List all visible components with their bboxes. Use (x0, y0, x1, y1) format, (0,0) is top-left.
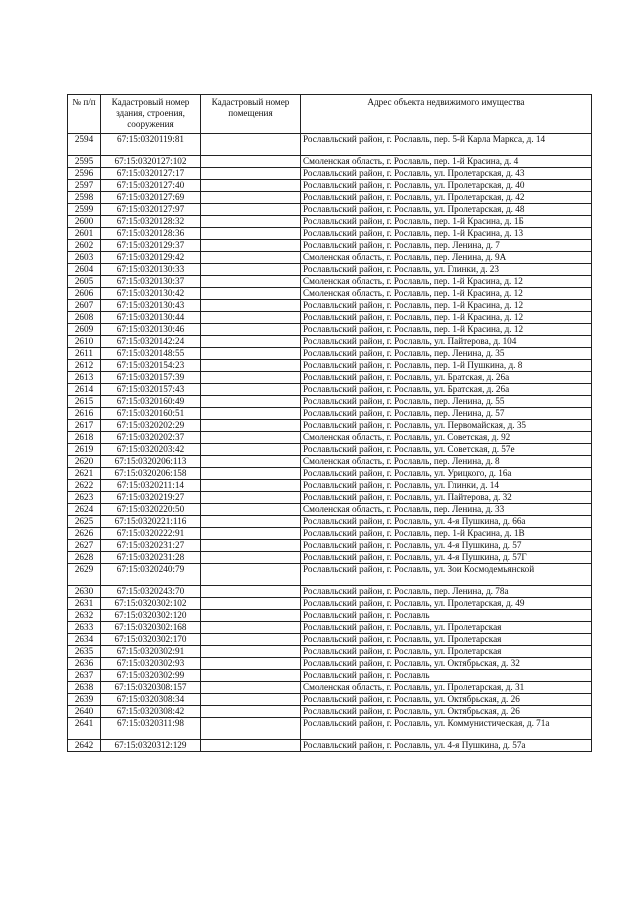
property-address: Рославльский район, г. Рославль, пер. 1-й Красина, д. 12 (301, 312, 592, 324)
building-cadastral-number: 67:15:0320157:43 (101, 384, 201, 396)
premises-cadastral-number (201, 740, 301, 752)
table-row (68, 658, 592, 670)
building-cadastral-number: 67:15:0320203:42 (101, 444, 201, 456)
table-row (68, 134, 592, 156)
property-address: Смоленская область, г. Рославль, пер. Ленина, д. 8 (301, 456, 592, 468)
property-address: Рославльский район, г. Рославль, ул. Глинки, д. 14 (301, 480, 592, 492)
row-number: 2615 (68, 396, 101, 408)
building-cadastral-number: 67:15:0320127:40 (101, 180, 201, 192)
premises-cadastral-number (201, 598, 301, 610)
premises-cadastral-number (201, 622, 301, 634)
table-row (68, 694, 592, 706)
table-row (68, 336, 592, 348)
table-row (68, 586, 592, 598)
row-number: 2605 (68, 276, 101, 288)
table-row (68, 252, 592, 264)
premises-cadastral-number (201, 216, 301, 228)
row-number: 2611 (68, 348, 101, 360)
premises-cadastral-number (201, 300, 301, 312)
building-cadastral-number: 67:15:0320127:97 (101, 204, 201, 216)
row-number: 2642 (68, 740, 101, 752)
premises-cadastral-number (201, 682, 301, 694)
premises-cadastral-number (201, 240, 301, 252)
table-row (68, 552, 592, 564)
property-address: Рославльский район, г. Рославль, пер. Ленина, д. 35 (301, 348, 592, 360)
row-number: 2598 (68, 192, 101, 204)
property-address: Рославльский район, г. Рославль, ул. Пролетарская, д. 48 (301, 204, 592, 216)
table-row (68, 682, 592, 694)
row-number: 2639 (68, 694, 101, 706)
building-cadastral-number: 67:15:0320221:116 (101, 516, 201, 528)
building-cadastral-number: 67:15:0320148:55 (101, 348, 201, 360)
building-cadastral-number: 67:15:0320160:51 (101, 408, 201, 420)
property-address: Рославльский район, г. Рославль, пер. 5-й Карла Маркса, д. 14 (301, 134, 592, 156)
premises-cadastral-number (201, 408, 301, 420)
building-cadastral-number: 67:15:0320129:37 (101, 240, 201, 252)
property-address: Рославльский район, г. Рославль, ул. Зои Космодемьянской (301, 564, 592, 586)
header-building-cadastral: Кадастровый номер здания, строения, сооружения (101, 95, 201, 134)
building-cadastral-number: 67:15:0320127:102 (101, 156, 201, 168)
row-number: 2606 (68, 288, 101, 300)
header-number: № п/п (68, 95, 101, 134)
row-number: 2609 (68, 324, 101, 336)
row-number: 2623 (68, 492, 101, 504)
property-address: Рославльский район, г. Рославль (301, 670, 592, 682)
premises-cadastral-number (201, 168, 301, 180)
premises-cadastral-number (201, 134, 301, 156)
premises-cadastral-number (201, 384, 301, 396)
table-row (68, 276, 592, 288)
premises-cadastral-number (201, 718, 301, 740)
table-row (68, 646, 592, 658)
premises-cadastral-number (201, 336, 301, 348)
property-address: Рославльский район, г. Рославль, пер. Ленина, д. 78а (301, 586, 592, 598)
table-row (68, 670, 592, 682)
table-row (68, 718, 592, 740)
table-header-row (68, 95, 592, 134)
property-address: Рославльский район, г. Рославль, ул. Пайтерова, д. 104 (301, 336, 592, 348)
table-row (68, 504, 592, 516)
row-number: 2624 (68, 504, 101, 516)
premises-cadastral-number (201, 658, 301, 670)
row-number: 2619 (68, 444, 101, 456)
property-address: Смоленская область, г. Рославль, пер. 1-й Красина, д. 12 (301, 276, 592, 288)
table-row (68, 420, 592, 432)
building-cadastral-number: 67:15:0320220:50 (101, 504, 201, 516)
row-number: 2608 (68, 312, 101, 324)
property-address: Рославльский район, г. Рославль, пер. 1-й Пушкина, д. 8 (301, 360, 592, 372)
table-row (68, 492, 592, 504)
table-row (68, 540, 592, 552)
property-address: Смоленская область, г. Рославль, пер. Ленина, д. 9А (301, 252, 592, 264)
premises-cadastral-number (201, 540, 301, 552)
table-row (68, 156, 592, 168)
table-row (68, 432, 592, 444)
row-number: 2610 (68, 336, 101, 348)
row-number: 2622 (68, 480, 101, 492)
property-address: Рославльский район, г. Рославль, ул. Пролетарская (301, 646, 592, 658)
property-address: Рославльский район, г. Рославль, пер. 1-й Красина, д. 1В (301, 528, 592, 540)
property-address: Рославльский район, г. Рославль, ул. Октябрьская, д. 32 (301, 658, 592, 670)
row-number: 2626 (68, 528, 101, 540)
building-cadastral-number: 67:15:0320219:27 (101, 492, 201, 504)
row-number: 2641 (68, 718, 101, 740)
row-number: 2607 (68, 300, 101, 312)
property-address: Рославльский район, г. Рославль, пер. Ленина, д. 55 (301, 396, 592, 408)
building-cadastral-number: 67:15:0320308:42 (101, 706, 201, 718)
table-row (68, 384, 592, 396)
building-cadastral-number: 67:15:0320243:70 (101, 586, 201, 598)
property-address: Рославльский район, г. Рославль, ул. Пайтерова, д. 32 (301, 492, 592, 504)
row-number: 2630 (68, 586, 101, 598)
premises-cadastral-number (201, 228, 301, 240)
building-cadastral-number: 67:15:0320302:91 (101, 646, 201, 658)
row-number: 2617 (68, 420, 101, 432)
property-address: Рославльский район, г. Рославль, пер. 1-й Красина, д. 13 (301, 228, 592, 240)
building-cadastral-number: 67:15:0320130:37 (101, 276, 201, 288)
row-number: 2599 (68, 204, 101, 216)
row-number: 2635 (68, 646, 101, 658)
row-number: 2613 (68, 372, 101, 384)
premises-cadastral-number (201, 396, 301, 408)
premises-cadastral-number (201, 694, 301, 706)
building-cadastral-number: 67:15:0320160:49 (101, 396, 201, 408)
property-table (67, 94, 592, 752)
premises-cadastral-number (201, 192, 301, 204)
table-row (68, 216, 592, 228)
row-number: 2640 (68, 706, 101, 718)
table-body (68, 134, 592, 752)
table-row (68, 598, 592, 610)
property-address: Рославльский район, г. Рославль, ул. Братская, д. 26а (301, 384, 592, 396)
premises-cadastral-number (201, 516, 301, 528)
property-address: Рославльский район, г. Рославль (301, 610, 592, 622)
building-cadastral-number: 67:15:0320142:24 (101, 336, 201, 348)
premises-cadastral-number (201, 372, 301, 384)
premises-cadastral-number (201, 312, 301, 324)
property-address: Смоленская область, г. Рославль, пер. 1-й Красина, д. 12 (301, 288, 592, 300)
premises-cadastral-number (201, 420, 301, 432)
property-address: Рославльский район, г. Рославль, ул. Глинки, д. 23 (301, 264, 592, 276)
table-row (68, 564, 592, 586)
row-number: 2620 (68, 456, 101, 468)
premises-cadastral-number (201, 564, 301, 586)
property-address: Рославльский район, г. Рославль, ул. Урицкого, д. 16а (301, 468, 592, 480)
property-address: Рославльский район, г. Рославль, ул. Пролетарская, д. 42 (301, 192, 592, 204)
property-address: Рославльский район, г. Рославль, ул. Братская, д. 26а (301, 372, 592, 384)
premises-cadastral-number (201, 432, 301, 444)
header-premises-cadastral: Кадастровый номер помещения (201, 95, 301, 134)
building-cadastral-number: 67:15:0320311:98 (101, 718, 201, 740)
table-row (68, 444, 592, 456)
building-cadastral-number: 67:15:0320302:170 (101, 634, 201, 646)
property-address: Рославльский район, г. Рославль, ул. Пролетарская, д. 40 (301, 180, 592, 192)
property-address: Смоленская область, г. Рославль, ул. Пролетарская, д. 31 (301, 682, 592, 694)
row-number: 2616 (68, 408, 101, 420)
property-address: Рославльский район, г. Рославль, пер. 1-й Красина, д. 1Б (301, 216, 592, 228)
table-row (68, 468, 592, 480)
building-cadastral-number: 67:15:0320231:28 (101, 552, 201, 564)
property-address: Рославльский район, г. Рославль, ул. Октябрьская, д. 26 (301, 694, 592, 706)
property-address: Рославльский район, г. Рославль, ул. 4-я Пушкина, д. 57Г (301, 552, 592, 564)
premises-cadastral-number (201, 156, 301, 168)
premises-cadastral-number (201, 264, 301, 276)
premises-cadastral-number (201, 646, 301, 658)
table-row (68, 180, 592, 192)
premises-cadastral-number (201, 586, 301, 598)
building-cadastral-number: 67:15:0320130:42 (101, 288, 201, 300)
table-row (68, 228, 592, 240)
table-row (68, 528, 592, 540)
building-cadastral-number: 67:15:0320202:29 (101, 420, 201, 432)
premises-cadastral-number (201, 288, 301, 300)
property-address: Рославльский район, г. Рославль, ул. 4-я Пушкина, д. 66а (301, 516, 592, 528)
property-address: Рославльский район, г. Рославль, ул. Первомайская, д. 35 (301, 420, 592, 432)
row-number: 2633 (68, 622, 101, 634)
property-address: Рославльский район, г. Рославль, пер. Ленина, д. 7 (301, 240, 592, 252)
building-cadastral-number: 67:15:0320128:36 (101, 228, 201, 240)
building-cadastral-number: 67:15:0320206:158 (101, 468, 201, 480)
row-number: 2601 (68, 228, 101, 240)
row-number: 2612 (68, 360, 101, 372)
building-cadastral-number: 67:15:0320211:14 (101, 480, 201, 492)
table-row (68, 192, 592, 204)
table-row (68, 240, 592, 252)
building-cadastral-number: 67:15:0320157:39 (101, 372, 201, 384)
row-number: 2602 (68, 240, 101, 252)
row-number: 2597 (68, 180, 101, 192)
table-row (68, 516, 592, 528)
row-number: 2638 (68, 682, 101, 694)
row-number: 2637 (68, 670, 101, 682)
premises-cadastral-number (201, 492, 301, 504)
property-address: Смоленская область, г. Рославль, пер. Ленина, д. 33 (301, 504, 592, 516)
building-cadastral-number: 67:15:0320127:69 (101, 192, 201, 204)
row-number: 2600 (68, 216, 101, 228)
premises-cadastral-number (201, 552, 301, 564)
property-address: Рославльский район, г. Рославль, пер. Ленина, д. 57 (301, 408, 592, 420)
property-address: Рославльский район, г. Рославль, ул. Октябрьская, д. 26 (301, 706, 592, 718)
table-row (68, 204, 592, 216)
building-cadastral-number: 67:15:0320231:27 (101, 540, 201, 552)
table-row (68, 312, 592, 324)
table-row (68, 300, 592, 312)
building-cadastral-number: 67:15:0320308:34 (101, 694, 201, 706)
premises-cadastral-number (201, 204, 301, 216)
building-cadastral-number: 67:15:0320302:99 (101, 670, 201, 682)
property-address: Смоленская область, г. Рославль, ул. Советская, д. 92 (301, 432, 592, 444)
row-number: 2596 (68, 168, 101, 180)
property-address: Рославльский район, г. Рославль, пер. 1-й Красина, д. 12 (301, 324, 592, 336)
premises-cadastral-number (201, 480, 301, 492)
building-cadastral-number: 67:15:0320119:81 (101, 134, 201, 156)
building-cadastral-number: 67:15:0320240:79 (101, 564, 201, 586)
building-cadastral-number: 67:15:0320302:120 (101, 610, 201, 622)
header-address: Адрес объекта недвижимого имущества (301, 95, 592, 134)
row-number: 2618 (68, 432, 101, 444)
table-row (68, 264, 592, 276)
premises-cadastral-number (201, 360, 301, 372)
table-row (68, 372, 592, 384)
table-row (68, 396, 592, 408)
row-number: 2634 (68, 634, 101, 646)
table-row (68, 408, 592, 420)
premises-cadastral-number (201, 276, 301, 288)
property-address: Рославльский район, г. Рославль, ул. Пролетарская, д. 49 (301, 598, 592, 610)
table-row (68, 610, 592, 622)
table-row (68, 740, 592, 752)
building-cadastral-number: 67:15:0320206:113 (101, 456, 201, 468)
building-cadastral-number: 67:15:0320128:32 (101, 216, 201, 228)
property-address: Рославльский район, г. Рославль, пер. 1-й Красина, д. 12 (301, 300, 592, 312)
row-number: 2603 (68, 252, 101, 264)
row-number: 2594 (68, 134, 101, 156)
table-row (68, 168, 592, 180)
premises-cadastral-number (201, 468, 301, 480)
table-row (68, 288, 592, 300)
building-cadastral-number: 67:15:0320127:17 (101, 168, 201, 180)
building-cadastral-number: 67:15:0320130:44 (101, 312, 201, 324)
building-cadastral-number: 67:15:0320154:23 (101, 360, 201, 372)
table-row (68, 324, 592, 336)
premises-cadastral-number (201, 610, 301, 622)
row-number: 2614 (68, 384, 101, 396)
premises-cadastral-number (201, 180, 301, 192)
table-row (68, 480, 592, 492)
premises-cadastral-number (201, 444, 301, 456)
table-row (68, 634, 592, 646)
row-number: 2629 (68, 564, 101, 586)
table-row (68, 622, 592, 634)
table-row (68, 360, 592, 372)
row-number: 2625 (68, 516, 101, 528)
building-cadastral-number: 67:15:0320130:33 (101, 264, 201, 276)
property-address: Рославльский район, г. Рославль, ул. 4-я Пушкина, д. 57 (301, 540, 592, 552)
building-cadastral-number: 67:15:0320302:102 (101, 598, 201, 610)
premises-cadastral-number (201, 456, 301, 468)
premises-cadastral-number (201, 670, 301, 682)
building-cadastral-number: 67:15:0320302:93 (101, 658, 201, 670)
premises-cadastral-number (201, 528, 301, 540)
building-cadastral-number: 67:15:0320130:43 (101, 300, 201, 312)
building-cadastral-number: 67:15:0320302:168 (101, 622, 201, 634)
row-number: 2628 (68, 552, 101, 564)
building-cadastral-number: 67:15:0320308:157 (101, 682, 201, 694)
table-row (68, 706, 592, 718)
premises-cadastral-number (201, 706, 301, 718)
premises-cadastral-number (201, 348, 301, 360)
row-number: 2632 (68, 610, 101, 622)
table-row (68, 456, 592, 468)
premises-cadastral-number (201, 252, 301, 264)
property-address: Рославльский район, г. Рославль, ул. Пролетарская (301, 634, 592, 646)
building-cadastral-number: 67:15:0320202:37 (101, 432, 201, 444)
property-address: Рославльский район, г. Рославль, ул. Советская, д. 57е (301, 444, 592, 456)
building-cadastral-number: 67:15:0320222:91 (101, 528, 201, 540)
property-address: Рославльский район, г. Рославль, ул. Коммунистическая, д. 71а (301, 718, 592, 740)
premises-cadastral-number (201, 634, 301, 646)
row-number: 2595 (68, 156, 101, 168)
property-address: Рославльский район, г. Рославль, ул. 4-я Пушкина, д. 57а (301, 740, 592, 752)
row-number: 2636 (68, 658, 101, 670)
table-row (68, 348, 592, 360)
property-address: Смоленская область, г. Рославль, пер. 1-й Красина, д. 4 (301, 156, 592, 168)
property-address: Рославльский район, г. Рославль, ул. Пролетарская (301, 622, 592, 634)
row-number: 2631 (68, 598, 101, 610)
row-number: 2604 (68, 264, 101, 276)
property-address: Рославльский район, г. Рославль, ул. Пролетарская, д. 43 (301, 168, 592, 180)
building-cadastral-number: 67:15:0320129:42 (101, 252, 201, 264)
building-cadastral-number: 67:15:0320130:46 (101, 324, 201, 336)
building-cadastral-number: 67:15:0320312:129 (101, 740, 201, 752)
premises-cadastral-number (201, 504, 301, 516)
row-number: 2621 (68, 468, 101, 480)
premises-cadastral-number (201, 324, 301, 336)
row-number: 2627 (68, 540, 101, 552)
